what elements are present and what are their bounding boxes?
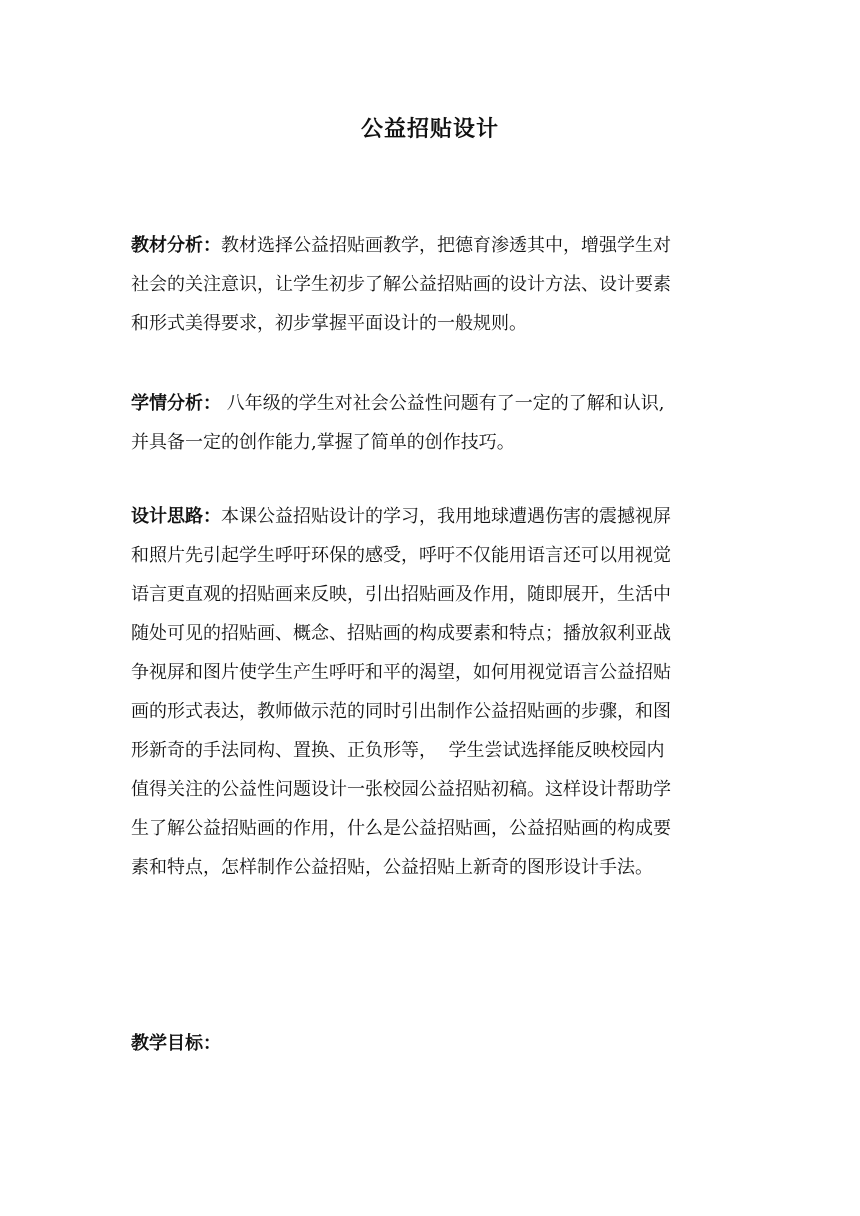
section-label: 教材分析： [131,235,221,256]
paragraph-line: 语言更直观的招贴画来反映，引出招贴画及作用，随即展开，生活中 [131,584,671,605]
paragraph-line: 随处可见的招贴画、概念、招贴画的构成要素和特点；播放叙利亚战 [131,623,671,644]
paragraph-line: 社会的关注意识，让学生初步了解公益招贴画的设计方法、设计要素 [131,274,671,295]
paragraph-line: 形新奇的手法同构、置换、正负形等， 学生尝试选择能反映校园内 [131,740,665,761]
paragraph-line: 值得关注的公益性问题设计一张校园公益招贴初稿。这样设计帮助学 [131,779,671,800]
document-title: 公益招贴设计 [360,116,499,142]
paragraph-line: 争视屏和图片使学生产生呼吁和平的渴望，如何用视觉语言公益招贴 [131,662,671,683]
section-design-idea [131,497,733,887]
paragraph-text: 八年级的学生对社会公益性问题有了一定的了解和认识, [221,393,665,414]
section-student-analysis [131,384,733,462]
paragraph-line: 和照片先引起学生呼吁环保的感受，呼吁不仅能用语言还可以用视觉 [131,545,671,566]
paragraph-line: 并具备一定的创作能力,掌握了简单的创作技巧。 [131,432,515,453]
paragraph-line [131,384,733,423]
section-teaching-goals [131,1024,733,1063]
paragraph-line: 和形式美得要求，初步掌握平面设计的一般规则。 [131,313,527,334]
paragraph-line: 生了解公益招贴画的作用，什么是公益招贴画，公益招贴画的构成要 [131,818,671,839]
paragraph-line: 素和特点，怎样制作公益招贴，公益招贴上新奇的图形设计手法。 [131,857,653,878]
paragraph-text: 本课公益招贴设计的学习，我用地球遭遇伤害的震撼视屏 [221,506,671,527]
paragraph-line: 画的形式表达，教师做示范的同时引出制作公益招贴画的步骤，和图 [131,701,671,722]
paragraph-line [131,1024,733,1063]
section-textbook-analysis [131,226,733,343]
paragraph-line [131,497,733,536]
section-label: 学情分析： [131,393,221,414]
section-label: 教学目标： [131,1033,221,1054]
section-label: 设计思路： [131,506,221,527]
paragraph-line [131,226,733,265]
paragraph-text: 教材选择公益招贴画教学，把德育渗透其中，增强学生对 [221,235,671,256]
